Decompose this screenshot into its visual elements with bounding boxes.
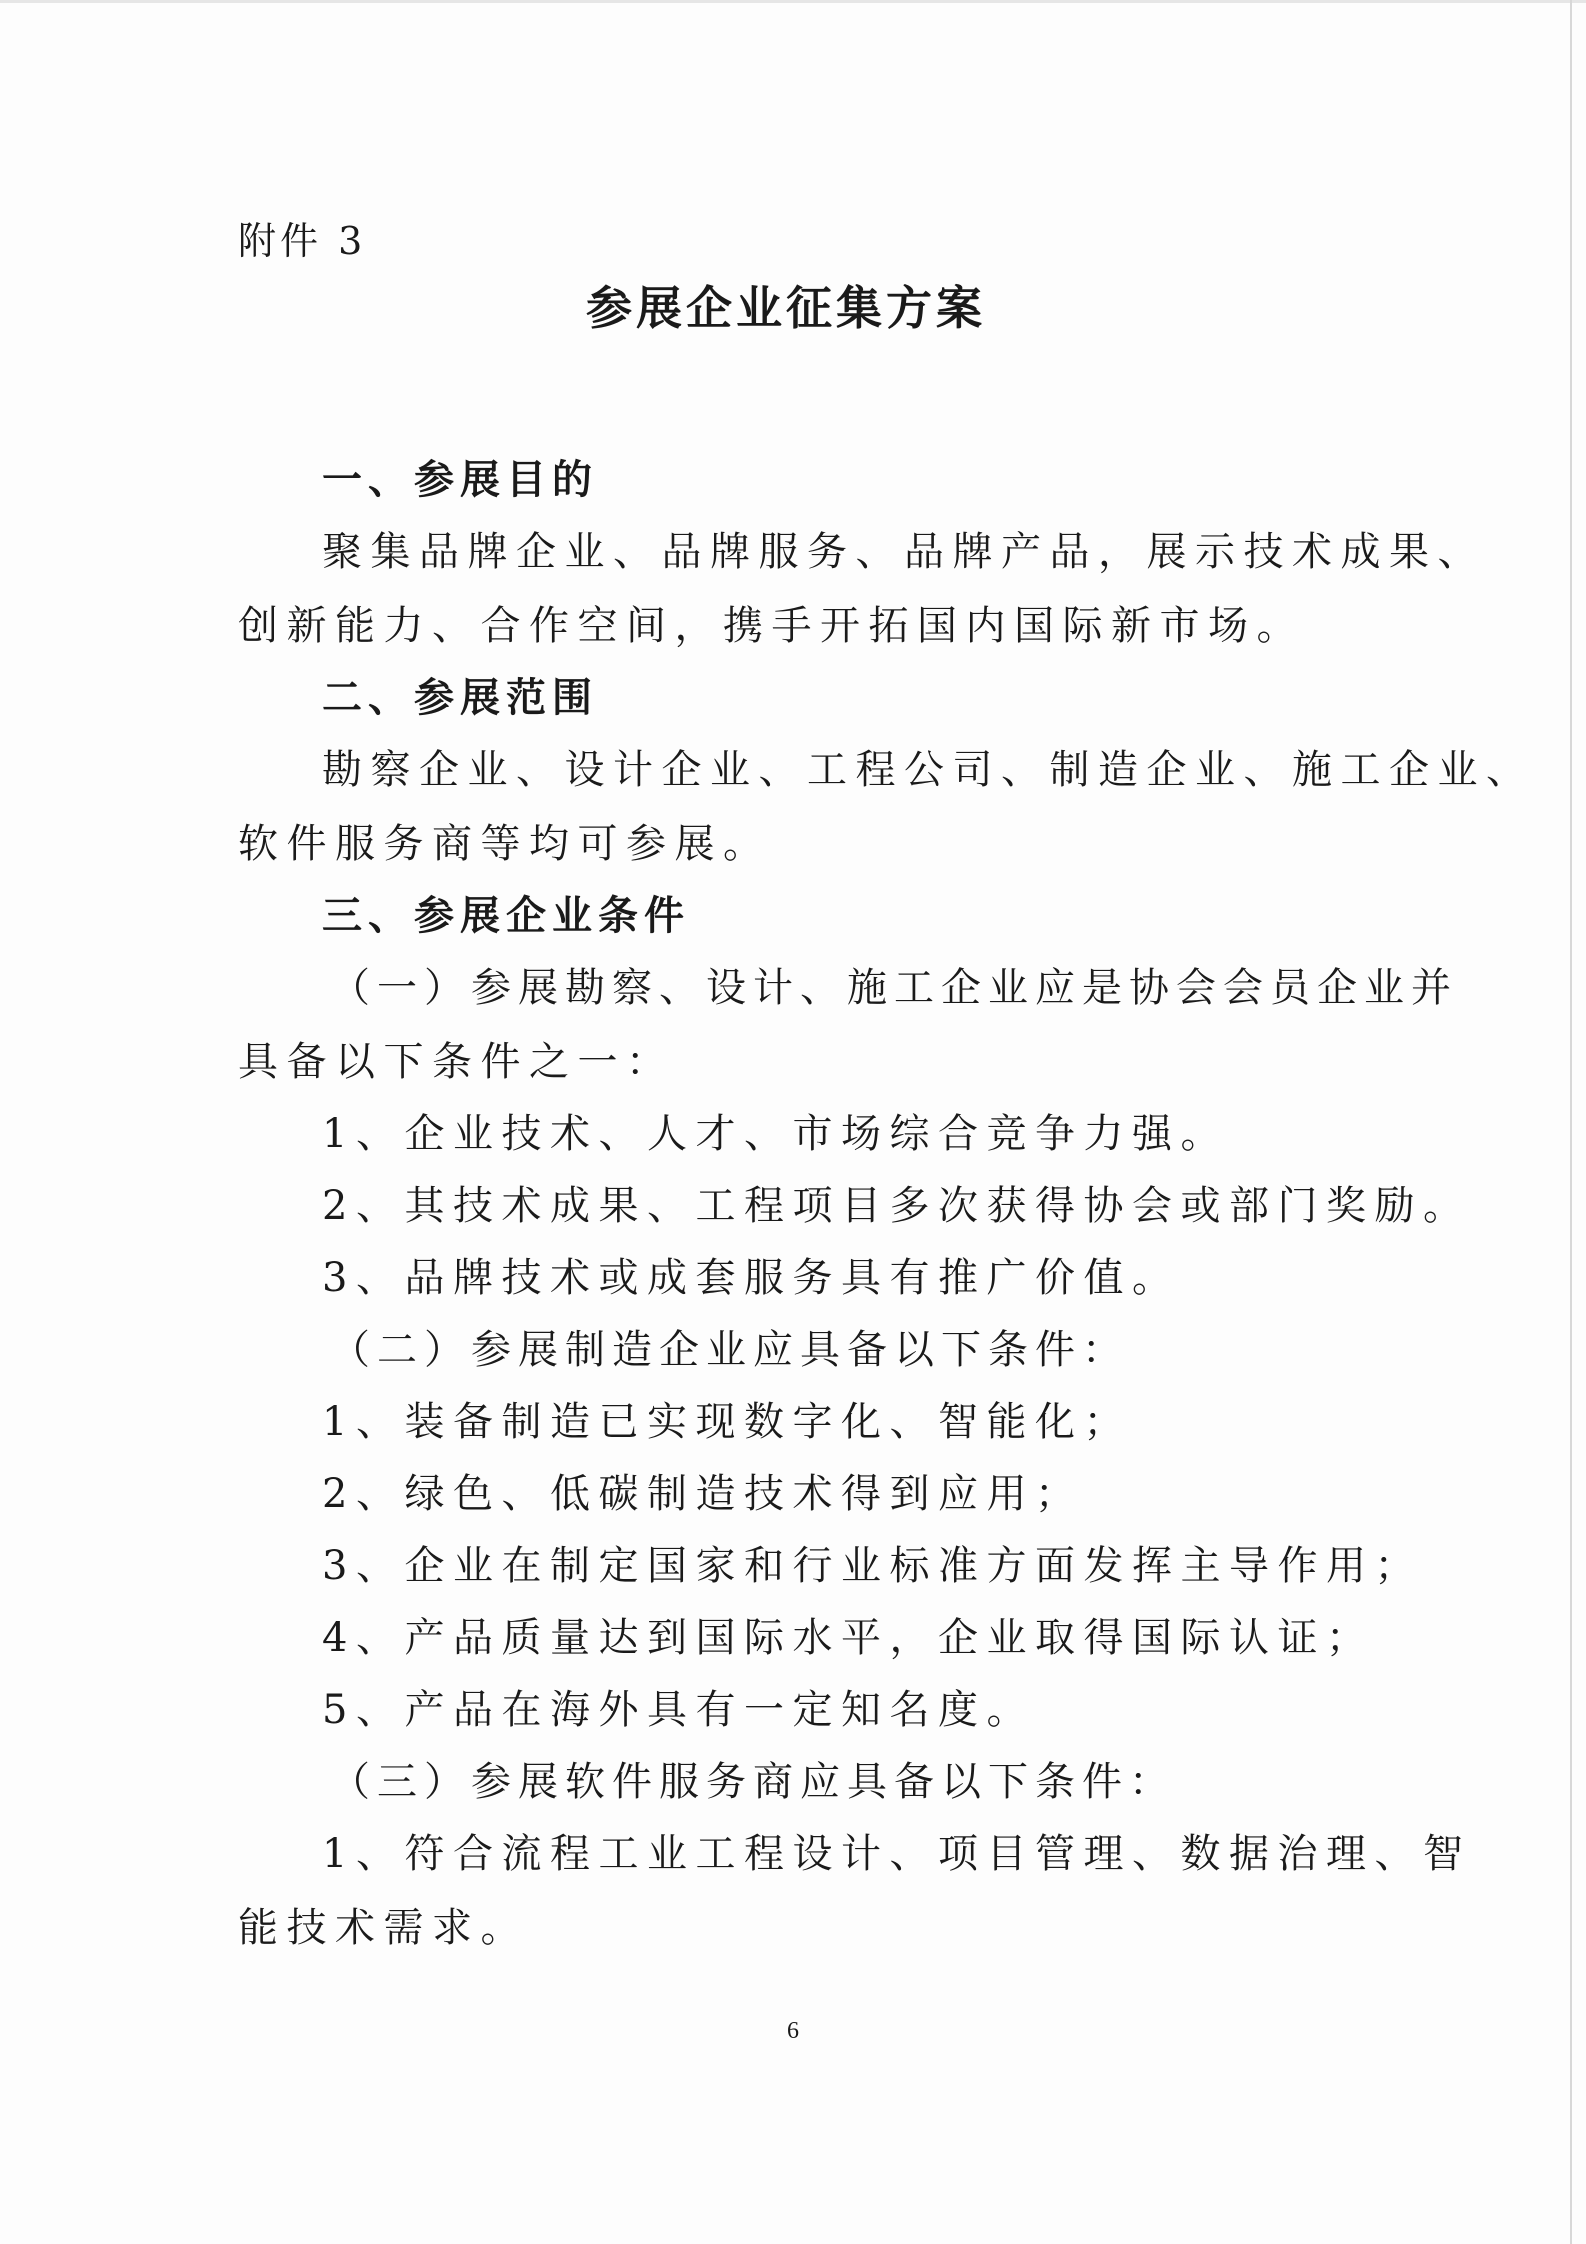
- subsection-intro: （一）参展勘察、设计、施工企业应是协会会员企业并: [330, 965, 1458, 1011]
- document-title: 参展企业征集方案: [586, 281, 986, 335]
- section-heading-purpose: 一、参展目的: [322, 457, 598, 503]
- section-heading-conditions: 三、参展企业条件: [322, 893, 690, 939]
- subsection-intro: 具备以下条件之一：: [238, 1039, 675, 1085]
- list-item-continuation: 能技术需求。: [238, 1905, 529, 1951]
- list-item: 3、企业在制定国家和行业标准方面发挥主导作用；: [322, 1543, 1423, 1589]
- subsection-intro: （二）参展制造企业应具备以下条件：: [330, 1327, 1129, 1373]
- paragraph-line: 创新能力、合作空间，携手开拓国内国际新市场。: [238, 603, 1305, 649]
- list-item: 5、产品在海外具有一定知名度。: [322, 1687, 1035, 1733]
- paragraph-line: 软件服务商等均可参展。: [238, 821, 772, 867]
- list-item: 1、符合流程工业工程设计、项目管理、数据治理、智: [322, 1831, 1472, 1877]
- scan-top-edge: [0, 0, 1586, 3]
- list-item: 2、绿色、低碳制造技术得到应用；: [322, 1471, 1084, 1517]
- list-item: 1、装备制造已实现数字化、智能化；: [322, 1399, 1132, 1445]
- page-number: 6: [787, 2018, 799, 2044]
- subsection-intro: （三）参展软件服务商应具备以下条件：: [330, 1759, 1176, 1805]
- list-item: 4、产品质量达到国际水平，企业取得国际认证；: [322, 1615, 1375, 1661]
- list-item: 3、品牌技术或成套服务具有推广价值。: [322, 1255, 1181, 1301]
- list-item: 2、其技术成果、工程项目多次获得协会或部门奖励。: [322, 1183, 1472, 1229]
- paragraph-line: 勘察企业、设计企业、工程公司、制造企业、施工企业、: [322, 747, 1535, 793]
- attachment-label: 附件 3: [238, 219, 367, 263]
- list-item: 1、企业技术、人才、市场综合竞争力强。: [322, 1111, 1229, 1157]
- paragraph-line: 聚集品牌企业、品牌服务、品牌产品，展示技术成果、: [322, 529, 1486, 575]
- section-heading-scope: 二、参展范围: [322, 675, 598, 721]
